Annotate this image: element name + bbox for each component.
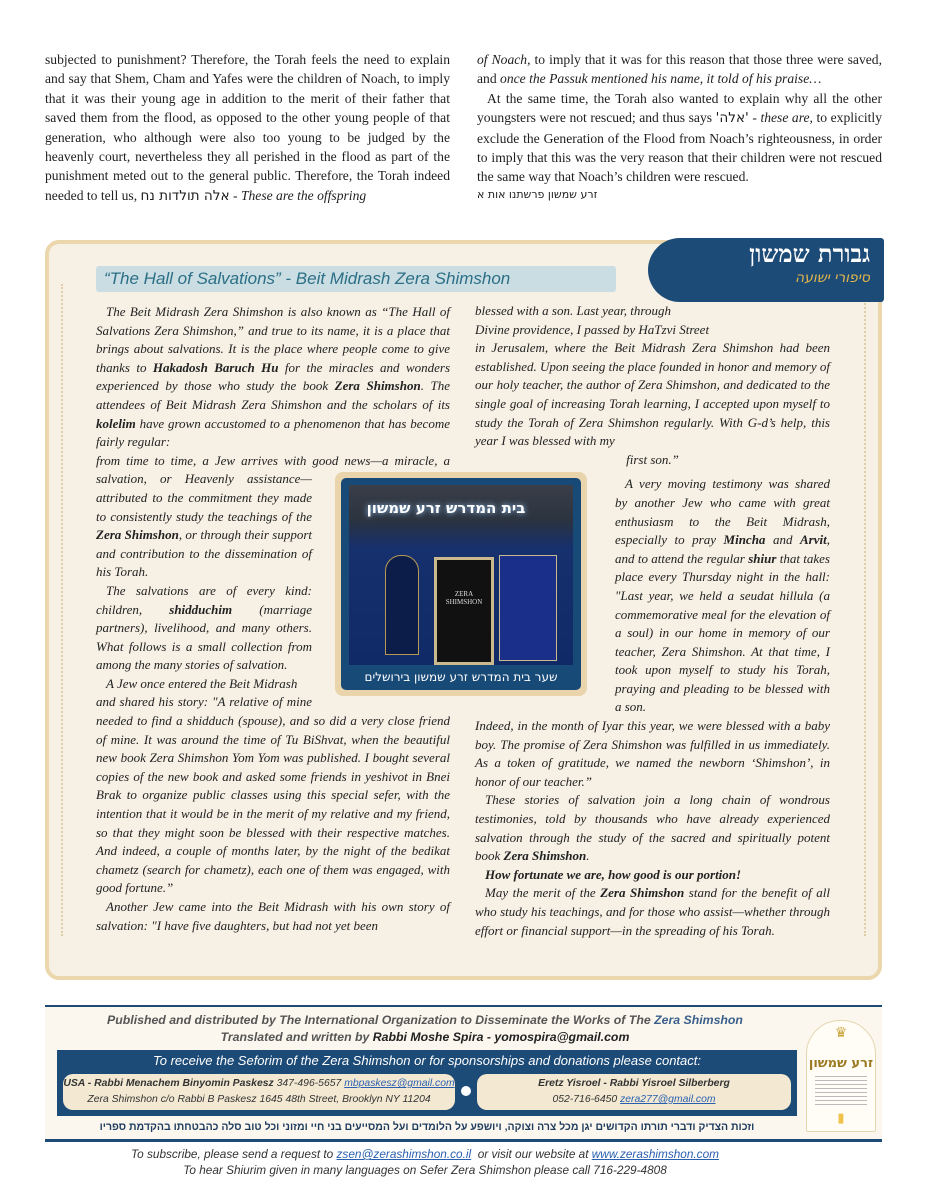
paragraph (477, 50, 882, 89)
website-link[interactable]: www.zerashimshon.com (591, 1147, 719, 1161)
story-paragraph (475, 339, 830, 451)
text-run: , or through their support and contribution to the dissemination of his Torah. (96, 527, 312, 580)
publisher-info (50, 1012, 800, 1046)
text-run: - (748, 110, 761, 126)
story-line: Divine providence, I passed by HaTzvi Street (475, 321, 710, 337)
text-run: May the merit of the (485, 885, 601, 901)
bold-text: shidduchim (169, 601, 233, 617)
text-run: have grown accustomed to a phenomenon that has become fairly regular: (96, 415, 450, 450)
logo-text: זרע שמשון (808, 1056, 874, 1071)
article-text (45, 50, 450, 206)
source-citation: זרע שמשון פרשתנו אות א (477, 187, 598, 201)
text-run: for the miracles and wonders experienced by those who study the book (96, 359, 451, 394)
photo-image (349, 485, 573, 665)
divider-dot (461, 1086, 471, 1096)
paragraph (96, 898, 450, 935)
text-run: that takes place every Thursday night in the hall: "Last year, we held a seudat hillula (a commemorative meal for the elevation of a soul) in our home in memory of our teacher, Zera Shimshon. At that time, I took upon myself to study his Torah, praying and pleading to be blessed with a son. (615, 550, 830, 715)
italic-text: these are, (760, 110, 813, 126)
text-run: stand for the benefit of all who study his teachings, and for those who assist—whether through effort or financial support—in the spreading of his Torah. (475, 885, 830, 938)
hebrew-text: 'אלה' (715, 110, 749, 127)
hebrew-blessing-text: וזכות הצדיק ודברי תורתו הקדושים יגן מכל צרה וצוקה, ויושפע על הלומדים ועל המסייעים בני חיי ומזוני וכל טוב סלה כהבטחתו בהקדמת ספריו (99, 1121, 755, 1133)
bold-text: Zera Shimshon (600, 885, 685, 901)
story-right-bottom (475, 717, 830, 940)
bold-text: Hakadosh Baruch Hu (152, 359, 279, 375)
footer-divider-bottom (45, 1139, 882, 1142)
contact-israel (477, 1074, 791, 1110)
ornament-left (61, 284, 75, 936)
bold-text: shiur (748, 550, 777, 566)
text-run: , and to attend the regular (615, 532, 830, 566)
badge-subtitle: סיפורי ישועה (794, 270, 870, 286)
text-run: from time to time, a Jew arrives with good news—a miracle, a salvation, or Heavenly assistance—attributed to the commitment they made to consistently study the teachings of the (96, 452, 450, 524)
contact-panel (57, 1050, 797, 1116)
bold-text: kolelim (96, 415, 136, 431)
bold-text: Zera Shimshon (334, 378, 421, 394)
bold-text: How fortunate we are, how good is our portion! (485, 866, 742, 882)
israel-contact-name: Eretz Yisroel - Rabbi Yisroel Silberberg (538, 1078, 730, 1089)
subscribe-email-link[interactable]: zsen@zerashimshon.co.il (336, 1147, 472, 1161)
text-run: - (229, 187, 241, 203)
text-run: and (765, 532, 801, 548)
text-run: to explicitly exclude the Generation of the Flood from Noach’s righteousness, in order to imply that this was the very reason that their children were not rescued the same way that Noach’s children were rescued. (477, 110, 882, 185)
website-text: or visit our website at (477, 1147, 589, 1161)
text-run: The salvations are of every kind: children, (96, 582, 312, 617)
paragraph (475, 884, 830, 940)
text-run: . (586, 848, 590, 864)
usa-phone: 347-496-5657 (276, 1078, 342, 1089)
paragraph (475, 791, 830, 865)
paragraph (475, 339, 830, 451)
bold-text: Zera Shimshon (96, 527, 179, 543)
candle-icon: ▮ (837, 1110, 845, 1125)
usa-email-link[interactable]: mbpaskesz@gmail.com (344, 1078, 455, 1089)
italic-text: once the Passuk mentioned his name, it told of his praise… (500, 71, 822, 87)
paragraph (96, 693, 450, 898)
ornament-right (864, 284, 878, 936)
crown-icon: ♛ (834, 1026, 848, 1041)
badge-title: גבורת שמשון (749, 239, 870, 268)
text-run: A very moving testimony was shared by another Jew who came with great enthusiasm to the Beit Midrash, especially to pray (615, 476, 830, 548)
story-line: blessed with a son. Last year, through (475, 303, 671, 318)
hebrew-blessing (57, 1119, 797, 1135)
usa-contact-name: USA - Rabbi Menachem Binyomin Paskesz (63, 1078, 274, 1089)
contact-heading: To receive the Seforim of the Zera Shimshon or for sponsorships and donations please contact: (153, 1053, 701, 1068)
zera-shimshon-logo (806, 1020, 876, 1132)
text-run: Indeed, in the month of Iyar this year, we were blessed with a baby boy. The promise of Zera Shimshon was fulfilled in us immediately. As a token of gratitude, we named the newborn ‘Shimshon’, in honor of our teacher.” (475, 718, 830, 789)
hebrew-text: אלה תולדות נח (140, 187, 230, 204)
photo-caption: שער בית המדרש זרע שמשון בירושלים (364, 670, 558, 684)
paragraph (45, 50, 450, 206)
translator-name: Rabbi Moshe Spira - yomospira@gmail.com (372, 1030, 630, 1044)
article-text (477, 50, 882, 187)
article-column-left (45, 50, 450, 206)
paragraph (475, 866, 830, 885)
footer-divider (45, 1005, 882, 1007)
story-title: “The Hall of Salvations” - Beit Midrash Zera Shimshon (96, 266, 616, 292)
israel-phone: 052-716-6450 (552, 1094, 618, 1105)
text-run: . The attendees of Beit Midrash Zera Shimshon and the scholars of its (96, 378, 450, 412)
bold-text: Zera Shimshon (503, 848, 587, 864)
story-left-bottom (96, 693, 450, 935)
text-run: At the same time, the Torah also wanted to explain why all the other youngsters were not rescued; and thus says (477, 90, 882, 126)
subscribe-info (50, 1146, 800, 1178)
photo-door: ZERA SHIMSHON (434, 557, 494, 665)
subscribe-text: To subscribe, please send a request to (131, 1147, 334, 1161)
text-run: The Beit Midrash Zera Shimshon is also known as “The Hall of Salvations Zera Shimshon,” and true to its name, it is a place that brings about salvations. It is the place where people come to give thanks to (96, 304, 450, 375)
bold-text: Arvit (800, 532, 827, 548)
paragraph (96, 303, 450, 452)
story-left-top (96, 303, 450, 452)
text-run: Another Jew came into the Beit Midrash with his own story of salvation: "I have five daughters, but had not yet been (96, 899, 450, 933)
translator-label: Translated and written by (220, 1030, 370, 1044)
text-run: subjected to punishment? Therefore, the Torah feels the need to explain and say that Shem, Cham and Yafes were the children of Noach, to imply that it was their young age in addition to the merit of their father that saved them from the flood, as opposed to the other young people of that generation, who although were also too young to be judged by the heavenly court, nevertheless they all perished in the flood as part of the punishment meted out to the general public. Therefore, the Torah indeed needed to tell us, (45, 52, 450, 203)
shiurim-phone-info: To hear Shiurim given in many languages on Sefer Zera Shimshon please call 716-229-4808 (183, 1163, 667, 1177)
text-run: (marriage partners), livelihood, and many others. What follows is a small collection from among the many stories of salvation. (96, 601, 313, 673)
publisher-name: Zera Shimshon (654, 1013, 743, 1027)
publisher-text: Published and distributed by The International Organization to Disseminate the Works of The (107, 1013, 651, 1027)
text-run: These stories of salvation join a long chain of wondrous testimonies, told by thousands who have already experienced salvation through the study of the sacred and spiritually potent book (475, 792, 830, 864)
text-run: in Jerusalem, where the Beit Midrash Zera Shimshon had been established. Upon seeing the place founded in honor and memory of our holy teacher, the author of Zera Shimshon, and dedicated to the single goal of increasing Torah learning, I accepted upon myself to study the Torah of Zera Shimshon regularly. With G-d’s help, this year I was blessed with my (475, 340, 830, 449)
text-run: and shared his story: "A relative of mine needed to find a shidduch (spouse), and so did a very close friend of mine. It was around the time of Tu BiShvat, when the beautiful new book Zera Shimshon Yom Yom was published. I bought several copies of the new book and asked some friends in yeshivot in Bnei Brak to organize public classes using this special sefer, with the intention that it would be in the merit of my relative and my friend, so that they might soon be blessed with their respective matches. And indeed, a couple of months later, by the night of the bedikat chametz (search for chametz), each one of them was engaged, with good fortune.” (96, 694, 450, 896)
paragraph (475, 717, 830, 791)
photo-beit-midrash (335, 472, 587, 696)
section-badge (648, 238, 884, 302)
usa-address: Zera Shimshon c/o Rabbi B Paskesz 1645 48th Street, Brooklyn NY 11204 (87, 1094, 431, 1105)
bold-text: Mincha (723, 532, 766, 548)
paragraph (477, 89, 882, 187)
text-run: to imply that it was for this reason that those three were saved, and (477, 52, 882, 87)
story-line: first son.” (626, 451, 679, 467)
israel-email-link[interactable]: zera277@gmail.com (620, 1094, 716, 1105)
article-column-right (477, 50, 882, 202)
text-run: A Jew once entered the Beit Midrash (106, 675, 298, 691)
italic-text: These are the offspring (240, 187, 367, 203)
photo-sign: בית המדרש זרע שמשון (366, 499, 526, 517)
contact-usa (63, 1074, 455, 1110)
italic-text: of Noach, (477, 52, 531, 67)
